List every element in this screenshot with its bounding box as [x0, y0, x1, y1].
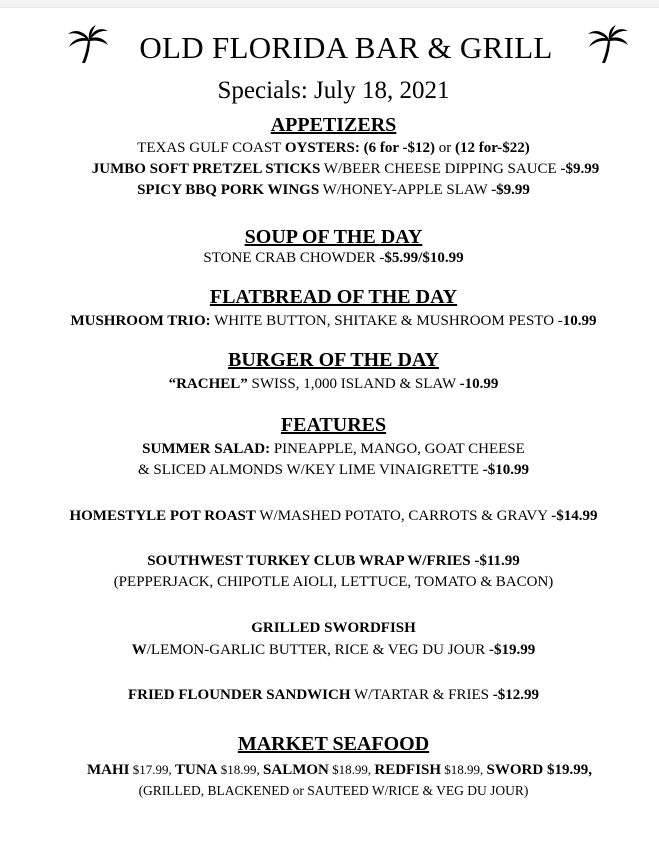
item-name: MAHI	[87, 762, 130, 778]
feature-pot-roast	[0, 506, 659, 526]
item-price: $18.99,	[328, 762, 375, 777]
item-name: TUNA	[175, 762, 218, 778]
seafood-prices	[6, 760, 659, 780]
item-price: $17.99,	[129, 762, 175, 777]
item-name: REDFISH	[374, 762, 442, 778]
item-name: SALMON	[263, 762, 329, 778]
item-name: SOUTHWEST TURKEY CLUB WRAP W/FRIES -$11.99	[147, 553, 520, 569]
feature-wrap-line2	[0, 572, 659, 592]
restaurant-title: OLD FLORIDA BAR & GRILL	[139, 30, 553, 65]
feature-flounder	[0, 685, 659, 705]
soup-heading: SOUP OF THE DAY	[244, 226, 423, 248]
feature-swordfish-line2	[0, 640, 659, 660]
seafood-preparation: (GRILLED, BLACKENED or SAUTEED W/RICE & VEG DU JOUR)	[138, 783, 529, 798]
item-name: OYSTERS: (6 for -$12)	[284, 140, 435, 156]
window-top-bar	[0, 0, 659, 8]
item-text: /LEMON-GARLIC BUTTER, RICE & VEG DU JOUR	[146, 642, 489, 658]
item-price: $18.99,	[441, 762, 487, 777]
item-text: W/HONEY-APPLE SLAW	[319, 182, 492, 198]
item-name: “RACHEL”	[168, 376, 248, 392]
item-text: W/MASHED POTATO, CARROTS & GRAVY	[255, 508, 552, 524]
palm-tree-icon	[586, 24, 630, 64]
feature-salad-line2	[0, 460, 659, 480]
item-name: HOMESTYLE POT ROAST	[69, 508, 256, 524]
item-price: -$10.99	[482, 462, 529, 478]
feature-swordfish-line1	[0, 618, 659, 638]
item-text: TEXAS GULF COAST	[137, 140, 285, 156]
palm-tree-icon	[66, 24, 110, 64]
item-price: -$19.99	[488, 642, 536, 658]
flatbread-heading: FLATBREAD OF THE DAY	[209, 286, 458, 308]
item-text: & SLICED ALMONDS W/KEY LIME VINAIGRETTE	[138, 462, 483, 478]
appetizers-heading: APPETIZERS	[270, 114, 397, 136]
features-heading: FEATURES	[280, 414, 387, 436]
feature-wrap-line1	[0, 551, 659, 571]
item-text: STONE CRAB CHOWDER -	[203, 250, 385, 266]
item-price: -10.99	[459, 376, 499, 392]
item-price: (12 for-$22)	[454, 140, 530, 156]
item-name: SPICY BBQ PORK WINGS	[137, 182, 320, 198]
appetizer-wings	[0, 180, 659, 200]
item-name: FRIED FLOUNDER SANDWICH	[127, 687, 351, 703]
item-price: $5.99/$10.99	[384, 250, 464, 266]
item-text: W	[131, 642, 147, 658]
item-price: 10.99	[562, 313, 597, 329]
item-price: $18.99,	[217, 762, 264, 777]
item-name: SWORD $19.99,	[486, 762, 592, 778]
burger-item	[0, 374, 659, 394]
soup-item	[0, 248, 659, 268]
item-text: SWISS, 1,000 ISLAND & SLAW	[247, 376, 460, 392]
item-name: GRILLED SWORDFISH	[251, 620, 416, 636]
flatbread-item	[0, 311, 659, 331]
item-text: WHITE BUTTON, SHITAKE & MUSHROOM PESTO -	[210, 313, 563, 329]
feature-salad-line1	[0, 439, 659, 459]
item-price: -$9.99	[491, 182, 530, 198]
item-name: MUSHROOM TRIO:	[70, 313, 211, 329]
appetizer-oysters	[0, 138, 659, 158]
item-price: -$14.99	[551, 508, 598, 524]
item-name: SUMMER SALAD:	[142, 441, 271, 457]
market-seafood-heading: MARKET SEAFOOD	[237, 733, 430, 755]
item-text: PINEAPPLE, MANGO, GOAT CHEESE	[270, 441, 525, 457]
item-name: JUMBO SOFT PRETZEL STICKS	[91, 161, 321, 177]
item-text: W/BEER CHEESE DIPPING SAUCE	[320, 161, 561, 177]
item-price: -$9.99	[560, 161, 600, 177]
item-text: or	[434, 140, 455, 156]
appetizer-pretzel	[12, 159, 659, 179]
item-text: W/TARTAR & FRIES	[350, 687, 493, 703]
item-text: (PEPPERJACK, CHIPOTLE AIOLI, LETTUCE, TOMATO & BACON)	[113, 574, 554, 590]
item-price: -$12.99	[492, 687, 540, 703]
burger-heading: BURGER OF THE DAY	[228, 349, 439, 371]
specials-date: Specials: July 18, 2021	[217, 77, 450, 104]
